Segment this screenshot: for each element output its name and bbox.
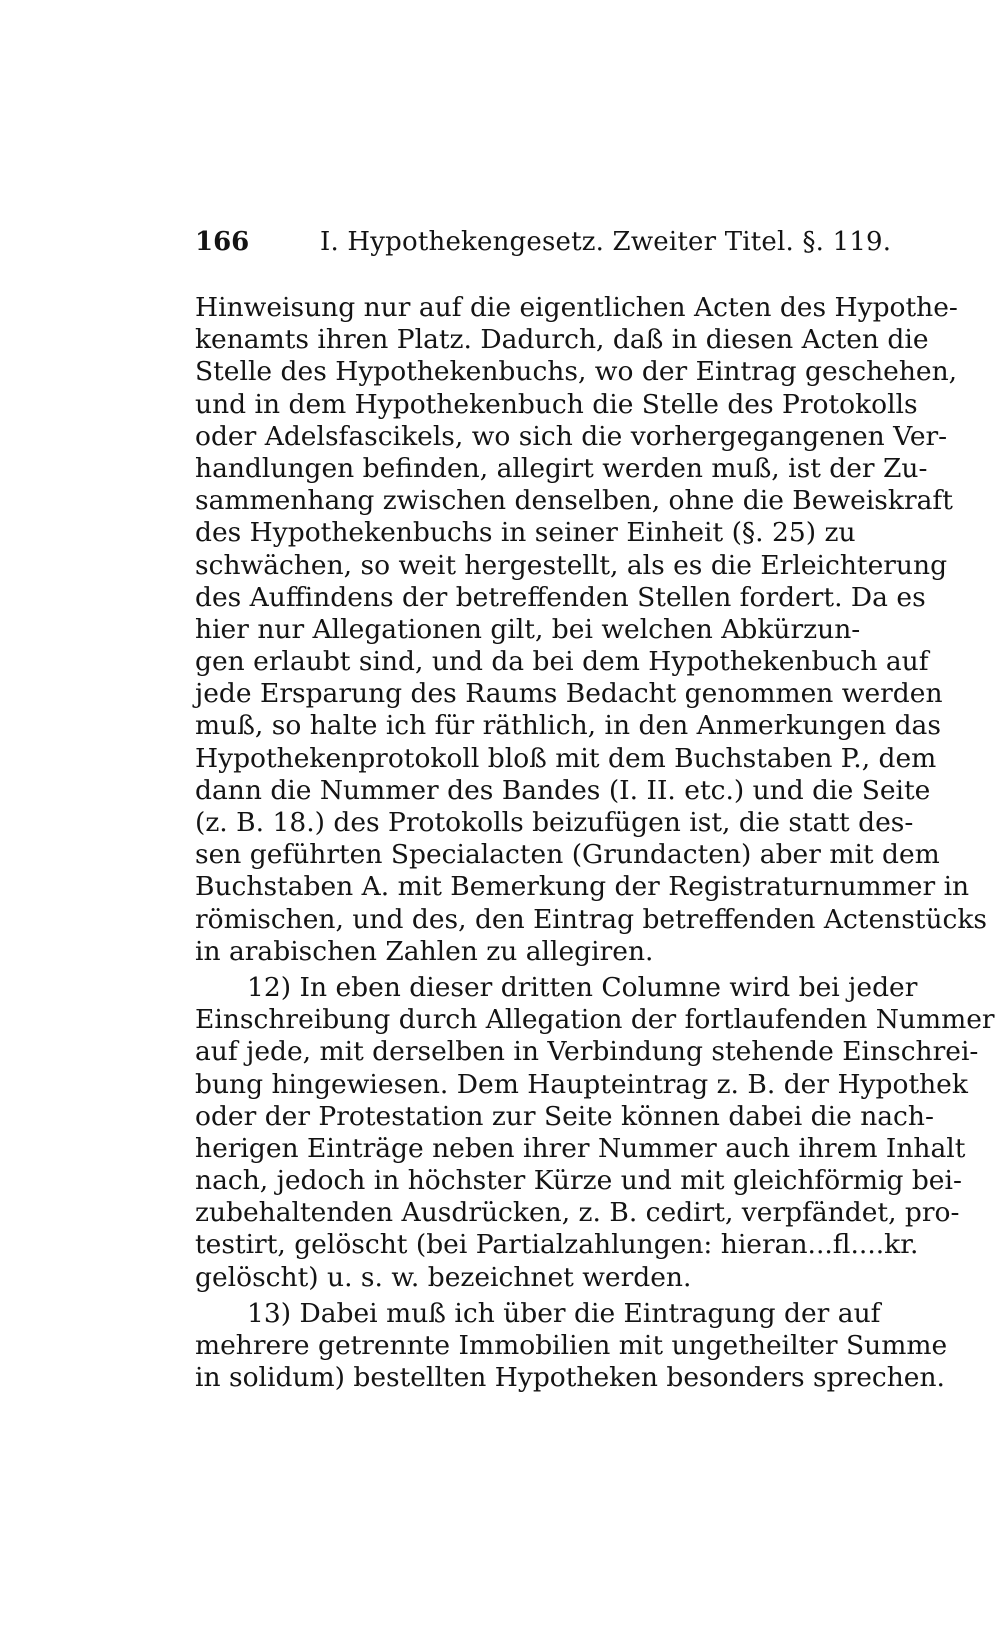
text-line: kenamts ihren Platz. Dadurch, daß in diesen Acten die	[195, 324, 929, 356]
text-line: sen geführten Specialacten (Grundacten) aber mit dem	[195, 839, 940, 871]
text-line: oder der Protestation zur Seite können dabei die nach-	[195, 1100, 934, 1132]
text-line: des Auffindens der betreffenden Stellen fordert. Da es	[195, 581, 926, 613]
text-line: (z. B. 18.) des Protokolls beizufügen ist, die statt des-	[195, 807, 914, 838]
text-line: Buchstaben A. mit Bemerkung der Registraturnummer in	[195, 871, 970, 903]
text-line: römischen, und des, den Eintrag betreffenden Actenstücks	[195, 903, 988, 935]
text-line: dann die Nummer des Bandes (I. II. etc.) und die Seite	[195, 774, 931, 806]
paragraph-3	[195, 1297, 948, 1395]
text-line: des Hypothekenbuchs in seiner Einheit (§. 25) zu	[195, 517, 856, 549]
text-line: auf jede, mit derselben in Verbindung stehende Einschrei-	[195, 1036, 979, 1068]
text-line: muß, so halte ich für räthlich, in den Anmerkungen das	[195, 710, 941, 742]
text-line: sammenhang zwischen denselben, ohne die Beweiskraft	[195, 485, 953, 517]
text-line: Hinweisung nur auf die eigentlichen Acten des Hypothe-	[195, 292, 958, 323]
text-line: 13) Dabei muß ich über die Eintragung der auf	[247, 1297, 881, 1329]
text-line: Stelle des Hypothekenbuchs, wo der Eintrag geschehen,	[195, 356, 958, 388]
text-line: gen erlaubt sind, und da bei dem Hypothekenbuch auf	[195, 646, 929, 678]
body-text	[195, 292, 995, 1394]
text-line: nach, jedoch in höchster Kürze und mit gleichförmig bei-	[195, 1165, 962, 1197]
text-line: in arabischen Zahlen zu allegiren.	[195, 935, 654, 967]
text-line: mehrere getrennte Immobilien mit ungetheilter Summe	[195, 1330, 948, 1361]
text-line: handlungen befinden, allegirt werden muß, ist der Zu-	[195, 452, 928, 484]
text-line: gelöscht) u. s. w. bezeichnet werden.	[195, 1261, 692, 1293]
text-line: in solidum) bestellten Hypotheken besonders sprechen.	[195, 1362, 945, 1394]
text-line: testirt, gelöscht (bei Partialzahlungen: hieran...fl....kr.	[195, 1229, 919, 1261]
page-header	[195, 222, 892, 262]
text-line: oder Adelsfascikels, wo sich die vorhergegangenen Ver-	[195, 420, 948, 452]
text-line: jede Ersparung des Raums Bedacht genommen werden	[195, 678, 943, 710]
running-title: I. Hypothekengesetz. Zweiter Titel. §. 119.	[320, 227, 892, 257]
text-line: 12) In eben dieser dritten Columne wird bei jeder	[247, 971, 918, 1003]
paragraph-1	[195, 292, 988, 968]
text-line: zubehaltenden Ausdrücken, z. B. cedirt, verpfändet, pro-	[195, 1197, 960, 1229]
text-line: Einschreibung durch Allegation der fortlaufenden Nummer	[195, 1004, 995, 1036]
text-line: herigen Einträge neben ihrer Nummer auch ihrem Inhalt	[195, 1132, 966, 1164]
text-line: schwächen, so weit hergestellt, als es die Erleichterung	[195, 549, 948, 581]
page-number: 166	[195, 227, 250, 257]
text-line: und in dem Hypothekenbuch die Stelle des Protokolls	[195, 388, 918, 420]
paragraph-2	[195, 971, 995, 1294]
text-line: hier nur Allegationen gilt, bei welchen Abkürzun-	[195, 613, 861, 645]
text-line: Hypothekenprotokoll bloß mit dem Buchstaben P., dem	[195, 742, 937, 774]
text-line: bung hingewiesen. Dem Haupteintrag z. B. der Hypothek	[195, 1068, 968, 1100]
